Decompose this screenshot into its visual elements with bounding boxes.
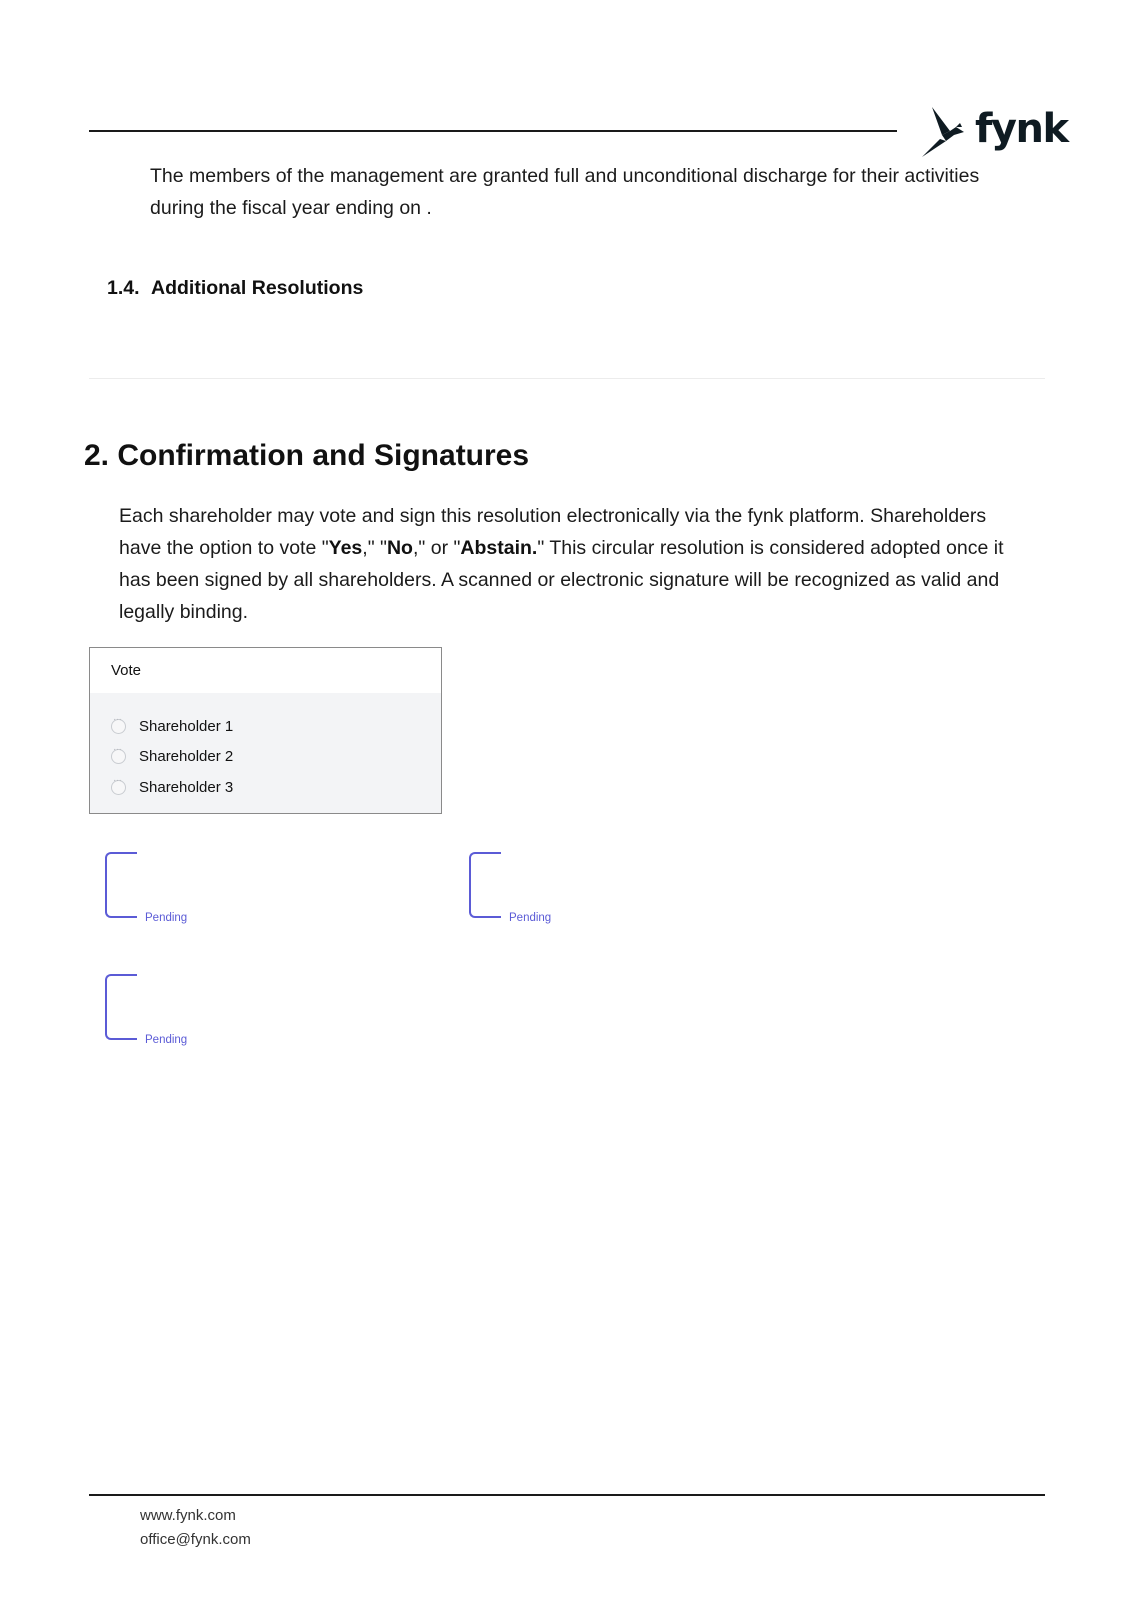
fynk-logo bbox=[920, 105, 1068, 161]
header-rule bbox=[89, 130, 897, 132]
vote-list-item bbox=[90, 742, 441, 773]
signature-bracket bbox=[105, 974, 137, 1040]
shareholder-name: Shareholder 2 bbox=[139, 748, 234, 766]
pending-dots-icon bbox=[111, 780, 126, 795]
footer-website-link[interactable]: www.fynk.com bbox=[140, 1507, 236, 1524]
section-divider bbox=[89, 378, 1045, 379]
footer-email-link[interactable]: office@fynk.com bbox=[140, 1531, 251, 1548]
subsection-heading bbox=[107, 276, 363, 300]
vote-header: Vote bbox=[90, 648, 441, 693]
section-title: 2. Confirmation and Signatures bbox=[84, 439, 530, 472]
intro-text-1: Each shareholder may vote and sign this resolution electronically via the fynk platform. Shareholders have the option to vote " bbox=[119, 505, 987, 559]
vote-option-no: No bbox=[386, 537, 413, 559]
signatures-intro-paragraph bbox=[119, 500, 1019, 628]
shareholder-name: Shareholder 1 bbox=[139, 717, 234, 735]
vote-panel bbox=[89, 647, 442, 814]
logo-wordmark: fynk bbox=[975, 106, 1068, 152]
shareholder-name: Shareholder 3 bbox=[139, 778, 234, 796]
vote-list-item bbox=[90, 772, 441, 803]
vote-option-abstain: Abstain. bbox=[460, 537, 538, 559]
vote-list-item bbox=[90, 711, 441, 742]
discharge-paragraph: The members of the management are granted full and unconditional discharge for their activities during the fiscal year ending on . bbox=[150, 165, 980, 219]
fynk-bird-logo-icon bbox=[920, 105, 976, 159]
signature-bracket bbox=[105, 852, 137, 918]
subsection-title: Additional Resolutions bbox=[151, 277, 364, 299]
signature-field[interactable] bbox=[469, 852, 669, 932]
vote-list bbox=[90, 693, 441, 813]
signature-field[interactable] bbox=[105, 974, 305, 1054]
signature-status: Pending bbox=[145, 912, 188, 924]
pending-dots-icon bbox=[111, 749, 126, 764]
signature-status: Pending bbox=[145, 1034, 188, 1046]
subsection-number: 1.4. bbox=[107, 277, 140, 299]
footer-rule bbox=[89, 1494, 1045, 1496]
intro-text-2: " This circular resolution is considered adopted once it has been signed by all shareholders. A scanned or electronic signature will be recognized as valid and legally binding. bbox=[119, 537, 1004, 623]
signature-status: Pending bbox=[509, 912, 552, 924]
signature-field[interactable] bbox=[105, 852, 305, 932]
pending-dots-icon bbox=[111, 719, 126, 734]
intro-separator-2: ," or " bbox=[412, 537, 461, 559]
intro-separator-1: ," " bbox=[362, 537, 387, 559]
signature-bracket bbox=[469, 852, 501, 918]
vote-option-yes: Yes bbox=[328, 537, 363, 559]
